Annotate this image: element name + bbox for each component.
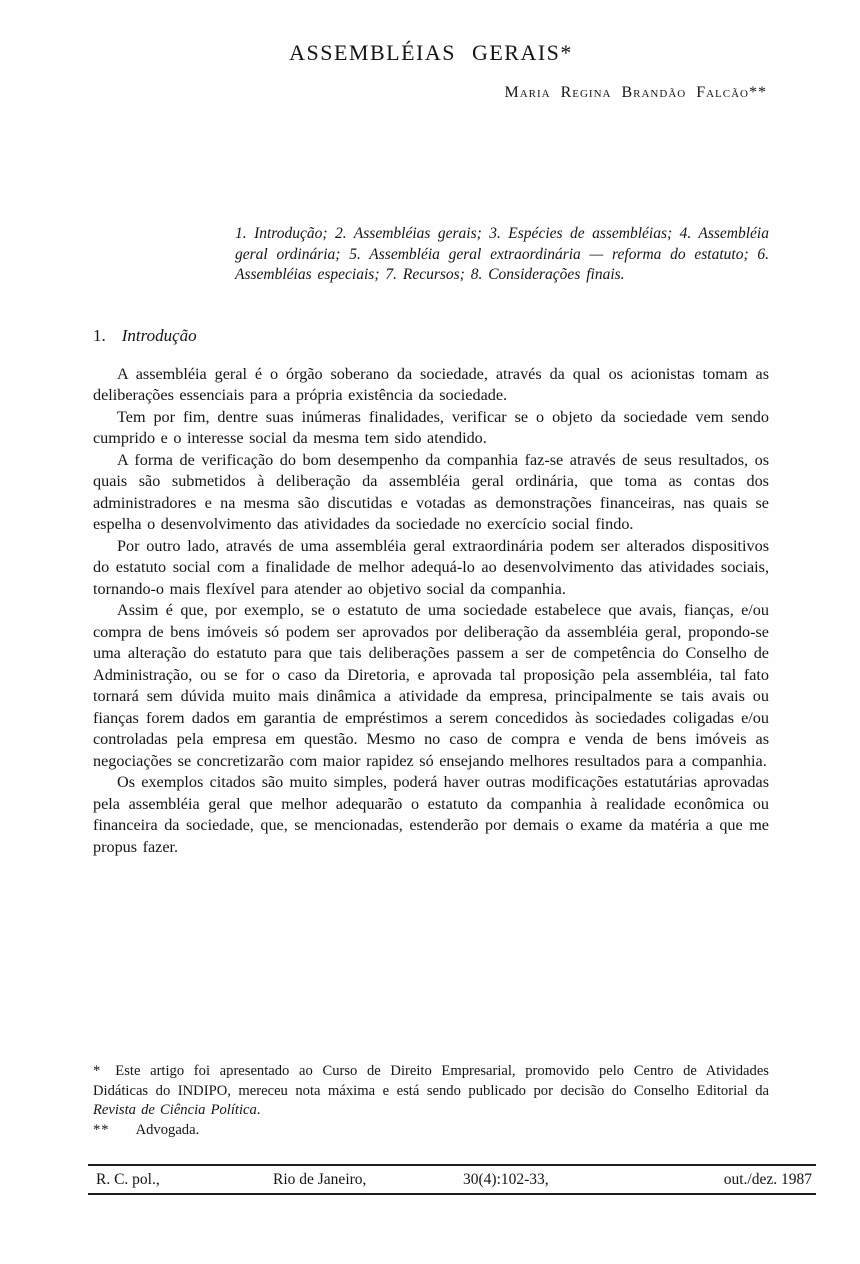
footer-journal-abbrev: R. C. pol., <box>96 1170 160 1188</box>
footnote-1-marker: * <box>93 1063 102 1079</box>
footer-period: out./dez. 1987 <box>723 1170 812 1188</box>
article-outline-summary: 1. Introdução; 2. Assembléias gerais; 3. Espécies de assembléias; 4. Assembléia geral ordinária; 5. Assembléia geral extraordinária — reforma do estatuto; 6. Assembléias especiais; 7. Recursos; 8. Considerações finais. <box>235 225 769 283</box>
footnote-2-text: Advogada. <box>135 1121 200 1138</box>
journal-footer <box>88 1164 816 1195</box>
paragraph-1: A assembléia geral é o órgão soberano da sociedade, através da qual os acionistas tomam as deliberações essenciais para a própria existência da sociedade. <box>93 364 769 404</box>
section-1-number: 1. <box>93 325 106 345</box>
footnote-1-journal-name: Revista de Ciência Política <box>93 1102 257 1119</box>
footnotes-block <box>93 1062 769 1140</box>
footer-citation: 30(4):102-33, <box>463 1170 549 1188</box>
article-title: ASSEMBLÉIAS GERAIS* <box>289 40 573 65</box>
footnote-1-text: Este artigo foi apresentado ao Curso de Direito Empresarial, promovido pelo Centro de Atividades Didáticas do INDIPO, mereceu nota máxima e está sendo publicado por decisão do Conselho Editorial da <box>93 1063 769 1099</box>
paragraph-6: Os exemplos citados são muito simples, poderá haver outras modificações estatutárias aprovadas pela assembléia geral que melhor adequarão o estatuto da companhia à realidade econômica ou financeira da sociedade, que, se mencionadas, estenderão por demais o exame da matéria a que me propus fazer. <box>93 773 769 856</box>
article-author: Maria Regina Brandão Falcão** <box>504 84 767 101</box>
paragraph-5: Assim é que, por exemplo, se o estatuto de uma sociedade estabelece que avais, fianças, e/ou compra de bens imóveis só podem ser aprovados por deliberação da assembléia geral, propondo-se uma alteração do estatuto para que tais deliberações passem a ser de competência do Conselho de Administração, ou se for o caso da Diretoria, e aprovada tal proposição pela assembléia, tal fato tornará sem dúvida muito mais dinâmica a atividade da empresa, principalmente se tais avais ou fianças forem dados em garantia de empréstimos a serem concedidos às sociedades coligadas e/ou controladas pela empresa em questão. Mesmo no caso de compra e venda de bens imóveis as negociações se concretizarão com maior rapidez só ensejando melhores resultados para a companhia. <box>93 601 769 770</box>
footer-city: Rio de Janeiro, <box>273 1170 367 1188</box>
body-text <box>93 364 769 859</box>
article-content <box>93 0 769 858</box>
footnote-1-period: . <box>256 1102 261 1119</box>
paragraph-3: A forma de verificação do bom desempenho da companhia faz-se através de seus resultados, os quais são submetidos à deliberação da assembléia geral ordinária, que toma as contas dos administradores e na mesma são discutidas e votadas as demonstrações financeiras, nas quais se espelha o desenvolvimento das atividades da sociedade no exercício social findo. <box>93 450 769 533</box>
footnote-2-marker: ** <box>93 1121 110 1138</box>
section-1-title: Introdução <box>121 325 197 345</box>
paragraph-4: Por outro lado, através de uma assembléia geral extraordinária podem ser alterados dispositivos do estatuto social com a finalidade de melhor adequá-lo ao desenvolvimento das atividades sociais, tornando-o mais flexível para atender ao objetivo social da companhia. <box>93 536 769 598</box>
footnote-1 <box>93 1062 769 1121</box>
section-1-heading <box>93 326 769 346</box>
paragraph-2: Tem por fim, dentre suas inúmeras finalidades, verificar se o objeto da sociedade vem sendo cumprido e o interesse social da mesma tem sido atendido. <box>93 407 769 447</box>
footnote-2 <box>93 1121 769 1141</box>
